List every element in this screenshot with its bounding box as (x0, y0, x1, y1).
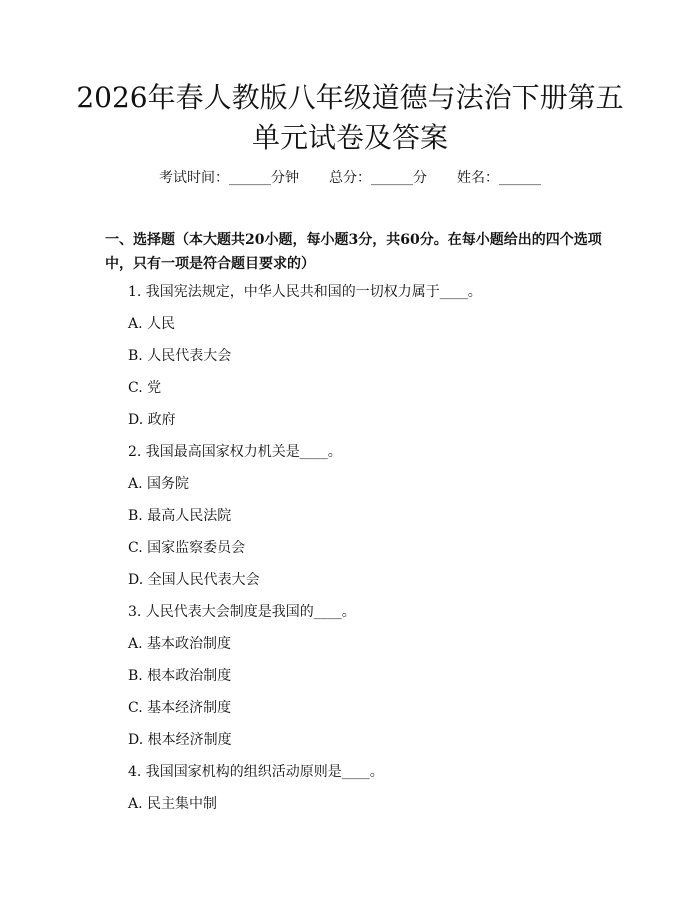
section-heading: 一、选择题（本大题共20小题，每小题3分，共60分。在每小题给出的四个选项中，只有一项是符合题目要求的） (105, 232, 602, 272)
exam-title-line-1: 2026年春人教版八年级道德与法治下册第五 (76, 81, 624, 114)
option-line: D. 根本经济制度 (128, 732, 232, 748)
option-line: C. 党 (128, 380, 162, 396)
option-line: A. 人民 (128, 316, 176, 332)
exam-title-line-2: 单元试卷及答案 (251, 121, 448, 154)
option-line: D. 政府 (128, 412, 176, 428)
option-line: C. 基本经济制度 (128, 700, 232, 716)
option-line: B. 根本政治制度 (128, 668, 232, 684)
question-line: 1. 我国宪法规定，中华人民共和国的一切权力属于____。 (128, 284, 482, 300)
option-line: A. 基本政治制度 (128, 636, 232, 652)
name-field: 姓名：______ (457, 170, 541, 186)
exam-time-field: 考试时间：______分钟 (159, 170, 299, 186)
question-line: 2. 我国最高国家权力机关是____。 (128, 444, 342, 460)
question-line: 4. 我国国家机构的组织活动原则是____。 (128, 764, 384, 780)
option-line: A. 国务院 (128, 476, 190, 492)
exam-meta (0, 168, 700, 188)
question-line: 3. 人民代表大会制度是我国的____。 (128, 604, 356, 620)
total-score-field: 总分：______分 (329, 170, 427, 186)
option-line: B. 人民代表大会 (128, 348, 232, 364)
option-line: B. 最高人民法院 (128, 508, 232, 524)
option-line: C. 国家监察委员会 (128, 540, 246, 556)
option-line: A. 民主集中制 (128, 796, 218, 812)
option-line: D. 全国人民代表大会 (128, 572, 260, 588)
